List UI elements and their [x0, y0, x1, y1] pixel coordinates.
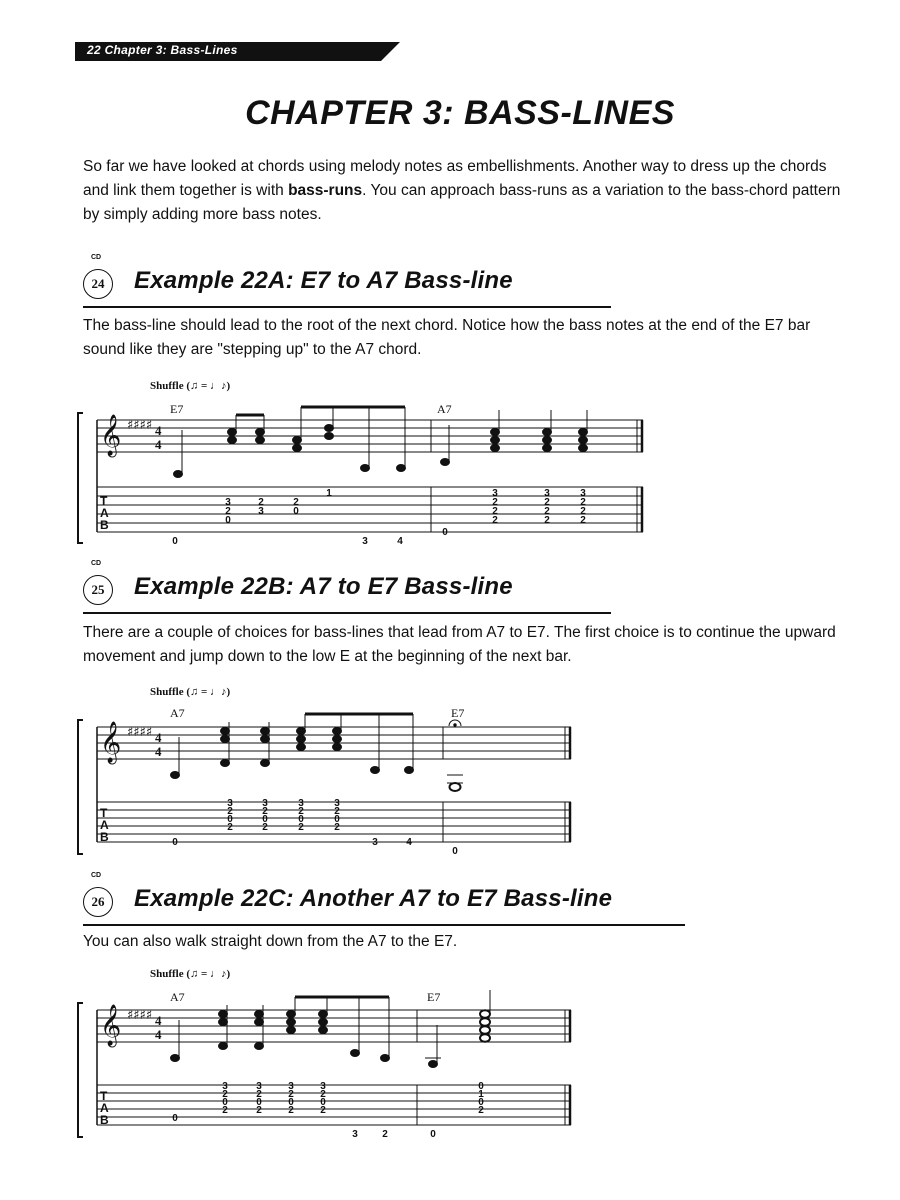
- svg-text:2: 2: [262, 806, 268, 817]
- chord-symbol: A7: [437, 402, 452, 416]
- svg-text:3: 3: [227, 798, 233, 809]
- note: [333, 744, 342, 751]
- svg-text:A: A: [100, 818, 109, 832]
- note: [228, 437, 237, 444]
- svg-text:2: 2: [288, 1089, 294, 1100]
- note: [287, 1011, 296, 1018]
- svg-text:0: 0: [172, 1113, 178, 1124]
- note: [256, 437, 265, 444]
- note: [405, 767, 414, 774]
- note: [480, 1034, 490, 1042]
- key-signature-icon: ♯♯♯♯: [127, 418, 153, 433]
- notation-22c: [75, 985, 575, 1145]
- example-title: Example 22A: E7 to A7 Bass-line: [134, 267, 513, 294]
- chord-symbol: E7: [170, 402, 184, 416]
- note: [333, 736, 342, 743]
- svg-text:4: 4: [155, 744, 162, 759]
- note: [491, 429, 500, 436]
- note: [371, 767, 380, 774]
- svg-text:2: 2: [320, 1105, 326, 1116]
- note: [221, 760, 230, 767]
- svg-text:0: 0: [225, 515, 231, 526]
- svg-text:2: 2: [580, 515, 586, 526]
- example-22a-description: The bass-line should lead to the root of the next chord. Notice how the bass notes at the end of the E7 bar sound like they are "stepping up" to the A7 chord.: [83, 317, 811, 358]
- note: [255, 1019, 264, 1026]
- running-header-label: 22 Chapter 3: Bass-Lines: [87, 43, 238, 57]
- svg-text:2: 2: [222, 1105, 228, 1116]
- svg-text:3: 3: [372, 837, 378, 848]
- svg-text:2: 2: [258, 497, 264, 508]
- note: [221, 736, 230, 743]
- svg-text:3: 3: [258, 506, 264, 517]
- cd-track-icon: [83, 887, 113, 917]
- svg-text:0: 0: [478, 1097, 484, 1108]
- note: [333, 728, 342, 735]
- svg-text:0: 0: [442, 527, 448, 538]
- note: [480, 1026, 490, 1034]
- example-22c-description: You can also walk straight down from the A7 to the E7.: [83, 933, 458, 950]
- shuffle-marking: Shuffle (♫ = ♩♪): [150, 968, 231, 980]
- note: [381, 1055, 390, 1062]
- svg-text:0: 0: [172, 536, 178, 547]
- cd-track-icon: [83, 269, 113, 299]
- note: [361, 465, 370, 472]
- svg-text:2: 2: [382, 1129, 388, 1140]
- intro-bold-term: bass-runs: [288, 182, 363, 199]
- heading-rule: [83, 306, 611, 308]
- svg-text:B: B: [100, 518, 109, 532]
- svg-text:A: A: [100, 1101, 109, 1115]
- note: [287, 1027, 296, 1034]
- intro-text-1: So far we have looked at chords using melody notes as embellishments. Another way to dress up the chords and link them together is with: [83, 158, 827, 199]
- intro-paragraph: [83, 155, 843, 227]
- cd-label: CD: [91, 872, 102, 879]
- svg-text:3: 3: [256, 1081, 262, 1092]
- notation-22b: [75, 702, 575, 862]
- cd-label: CD: [91, 560, 102, 567]
- note: [297, 736, 306, 743]
- note: [579, 437, 588, 444]
- chord-symbol: A7: [170, 990, 185, 1004]
- note: [219, 1019, 228, 1026]
- note: [441, 459, 450, 466]
- cd-label: CD: [91, 254, 102, 261]
- svg-text:0: 0: [430, 1129, 436, 1140]
- svg-text:T: T: [100, 1089, 108, 1103]
- svg-text:2: 2: [262, 822, 268, 833]
- chord-symbol: A7: [170, 706, 185, 720]
- svg-text:4: 4: [155, 1013, 162, 1028]
- svg-text:T: T: [100, 806, 108, 820]
- note: [228, 429, 237, 436]
- treble-clef-icon: 𝄞: [100, 722, 122, 763]
- cd-track-number: 26: [91, 894, 105, 909]
- chapter-title: CHAPTER 3: BASS-LINES: [245, 94, 675, 132]
- note: [255, 1043, 264, 1050]
- note: [261, 736, 270, 743]
- chord-symbol: E7: [451, 706, 465, 720]
- svg-text:2: 2: [256, 1089, 262, 1100]
- note: [219, 1043, 228, 1050]
- svg-text:3: 3: [544, 488, 550, 499]
- svg-text:2: 2: [334, 822, 340, 833]
- note: [297, 744, 306, 751]
- note: [579, 429, 588, 436]
- svg-text:2: 2: [225, 506, 231, 517]
- svg-text:3: 3: [320, 1081, 326, 1092]
- svg-text:3: 3: [362, 536, 368, 547]
- svg-text:2: 2: [492, 497, 498, 508]
- note: [293, 445, 302, 452]
- treble-clef-icon: 𝄞: [100, 1005, 122, 1046]
- svg-text:4: 4: [155, 423, 162, 438]
- svg-text:0: 0: [320, 1097, 326, 1108]
- svg-text:2: 2: [544, 506, 550, 517]
- svg-text:0: 0: [222, 1097, 228, 1108]
- key-signature-icon: ♯♯♯♯: [127, 1008, 153, 1023]
- svg-text:A: A: [100, 506, 109, 520]
- key-signature-icon: ♯♯♯♯: [127, 725, 153, 740]
- svg-text:2: 2: [256, 1105, 262, 1116]
- svg-text:2: 2: [227, 822, 233, 833]
- note: [491, 437, 500, 444]
- heading-rule: [83, 612, 611, 614]
- svg-text:T: T: [100, 494, 108, 508]
- svg-text:2: 2: [580, 497, 586, 508]
- note: [543, 437, 552, 444]
- svg-text:0: 0: [256, 1097, 262, 1108]
- svg-text:0: 0: [262, 814, 268, 825]
- svg-text:2: 2: [334, 806, 340, 817]
- svg-text:2: 2: [492, 506, 498, 517]
- chord-symbol: E7: [427, 990, 441, 1004]
- example-22b-description: There are a couple of choices for bass-lines that lead from A7 to E7. The first choice is to continue the upward movement and jump down to the low E at the beginning of the next bar.: [83, 624, 836, 665]
- svg-text:1: 1: [478, 1089, 484, 1100]
- note: [287, 1019, 296, 1026]
- svg-text:0: 0: [293, 506, 299, 517]
- note: [325, 425, 334, 432]
- example-title: Example 22C: Another A7 to E7 Bass-line: [134, 885, 613, 912]
- note: [397, 465, 406, 472]
- svg-text:0: 0: [478, 1081, 484, 1092]
- svg-text:2: 2: [492, 515, 498, 526]
- note: [325, 433, 334, 440]
- svg-text:2: 2: [288, 1105, 294, 1116]
- running-header: [75, 42, 400, 61]
- note: [543, 429, 552, 436]
- note: [261, 760, 270, 767]
- shuffle-marking: Shuffle (♫ = ♩♪): [150, 380, 231, 392]
- svg-text:3: 3: [262, 798, 268, 809]
- note: [480, 1010, 490, 1018]
- svg-text:4: 4: [155, 1027, 162, 1042]
- cd-track-number: 24: [91, 276, 105, 291]
- svg-text:1: 1: [326, 488, 332, 499]
- svg-text:0: 0: [334, 814, 340, 825]
- heading-rule: [83, 924, 685, 926]
- cd-track-icon: [83, 575, 113, 605]
- svg-text:B: B: [100, 830, 109, 844]
- note: [319, 1019, 328, 1026]
- svg-text:2: 2: [544, 497, 550, 508]
- svg-text:3: 3: [334, 798, 340, 809]
- svg-text:3: 3: [288, 1081, 294, 1092]
- note: [293, 437, 302, 444]
- svg-text:3: 3: [222, 1081, 228, 1092]
- shuffle-marking: Shuffle (♫ = ♩♪): [150, 686, 231, 698]
- svg-text:2: 2: [544, 515, 550, 526]
- svg-text:0: 0: [288, 1097, 294, 1108]
- note: [351, 1050, 360, 1057]
- note: [171, 772, 180, 779]
- notation-22a: [75, 395, 655, 555]
- svg-text:3: 3: [492, 488, 498, 499]
- note: [579, 445, 588, 452]
- svg-text:2: 2: [478, 1105, 484, 1116]
- cd-track-number: 25: [91, 582, 105, 597]
- note: [255, 1011, 264, 1018]
- note: [491, 445, 500, 452]
- note: [450, 783, 461, 791]
- svg-text:3: 3: [225, 497, 231, 508]
- svg-text:B: B: [100, 1113, 109, 1127]
- note: [256, 429, 265, 436]
- treble-clef-icon: 𝄞: [100, 415, 122, 456]
- svg-text:2: 2: [298, 822, 304, 833]
- note: [261, 728, 270, 735]
- note: [171, 1055, 180, 1062]
- note: [319, 1027, 328, 1034]
- svg-text:4: 4: [155, 437, 162, 452]
- svg-text:0: 0: [298, 814, 304, 825]
- note: [429, 1061, 438, 1068]
- note: [174, 471, 183, 478]
- svg-text:4: 4: [406, 837, 412, 848]
- example-title: Example 22B: A7 to E7 Bass-line: [134, 573, 513, 600]
- svg-text:2: 2: [222, 1089, 228, 1100]
- note: [221, 728, 230, 735]
- svg-text:3: 3: [298, 798, 304, 809]
- svg-text:0: 0: [227, 814, 233, 825]
- note: [319, 1011, 328, 1018]
- svg-text:3: 3: [352, 1129, 358, 1140]
- svg-text:2: 2: [320, 1089, 326, 1100]
- svg-text:2: 2: [298, 806, 304, 817]
- svg-text:2: 2: [227, 806, 233, 817]
- svg-text:4: 4: [397, 536, 403, 547]
- svg-text:3: 3: [580, 488, 586, 499]
- svg-text:2: 2: [293, 497, 299, 508]
- intro-text-2: . You can approach bass-runs as a variation to the bass-chord pattern by simply adding more bass notes.: [83, 182, 841, 223]
- note: [480, 1018, 490, 1026]
- note: [219, 1011, 228, 1018]
- note: [543, 445, 552, 452]
- svg-text:0: 0: [452, 846, 458, 857]
- svg-text:2: 2: [580, 506, 586, 517]
- svg-text:0: 0: [172, 837, 178, 848]
- svg-text:4: 4: [155, 730, 162, 745]
- note: [297, 728, 306, 735]
